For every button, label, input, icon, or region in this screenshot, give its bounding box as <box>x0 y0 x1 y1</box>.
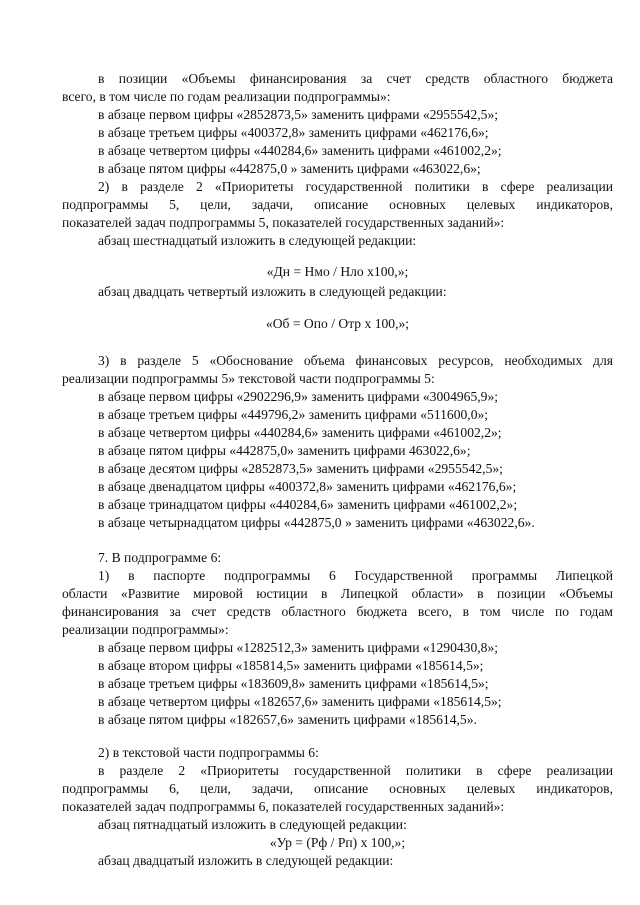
paragraph-line: подпрограммы 6, цели, задачи, описание основных целевых индикаторов, <box>62 781 613 796</box>
paragraph-line: реализации подпрограммы»: <box>62 622 229 637</box>
paragraph-line: в абзаце четвертом цифры «440284,6» заменить цифрами «461002,2»; <box>98 143 502 158</box>
paragraph-line: 2) в разделе 2 «Приоритеты государственной политики в сфере реализации <box>98 179 613 194</box>
paragraph-line: в абзаце четырнадцатом цифры «442875,0 » заменить цифрами «463022,6». <box>98 515 535 530</box>
paragraph-line: в абзаце первом цифры «2852873,5» заменить цифрами «2955542,5»; <box>98 107 499 122</box>
paragraph-line: в абзаце четвертом цифры «440284,6» заменить цифрами «461002,2»; <box>98 425 502 440</box>
formula: «Об = Опо / Отр х 100,»; <box>265 316 410 331</box>
paragraph-line: абзац пятнадцатый изложить в следующей редакции: <box>98 817 407 832</box>
paragraph-line: в абзаце четвертом цифры «182657,6» заменить цифрами «185614,5»; <box>98 694 502 709</box>
paragraph-line: подпрограммы 5, цели, задачи, описание основных целевых индикаторов, <box>62 197 613 212</box>
paragraph-line: в абзаце третьем цифры «449796,2» заменить цифрами «511600,0»; <box>98 407 489 422</box>
formula: «Ур = (Рф / Рп) х 100,»; <box>269 835 406 850</box>
paragraph-line: абзац шестнадцатый изложить в следующей редакции: <box>98 233 417 248</box>
paragraph-line: в абзаце первом цифры «2902296,9» заменить цифрами «3004965,9»; <box>98 389 499 404</box>
paragraph-line: 3) в разделе 5 «Обоснование объема финансовых ресурсов, необходимых для <box>98 353 613 368</box>
paragraph-line: финансирования за счет средств областного бюджета всего, в том числе по годам <box>62 604 613 619</box>
paragraph-line: в разделе 2 «Приоритеты государственной политики в сфере реализации <box>98 763 613 778</box>
paragraph-line: 2) в текстовой части подпрограммы 6: <box>98 745 319 760</box>
paragraph-line: в абзаце третьем цифры «183609,8» заменить цифрами «185614,5»; <box>98 676 489 691</box>
paragraph-line: области «Развитие мировой юстиции в Липецкой области» в позиции «Объемы <box>62 586 613 601</box>
paragraph-line: показателей задач подпрограммы 5, показателей государственных заданий»: <box>62 215 505 230</box>
paragraph-line: абзац двадцатый изложить в следующей редакции: <box>98 853 394 868</box>
paragraph-line: в абзаце пятом цифры «442875,0» заменить цифрами 463022,6»; <box>98 443 471 458</box>
paragraph-line: в позиции «Объемы финансирования за счет средств областного бюджета <box>98 71 613 86</box>
paragraph-line: абзац двадцать четвертый изложить в следующей редакции: <box>98 284 447 299</box>
section-heading: 7. В подпрограмме 6: <box>98 550 222 565</box>
formula: «Дн = Нмо / Нло х100,»; <box>266 264 409 279</box>
paragraph-line: в абзаце десятом цифры «2852873,5» заменить цифрами «2955542,5»; <box>98 461 503 476</box>
paragraph-line: всего, в том числе по годам реализации подпрограммы»: <box>62 89 391 104</box>
paragraph-line: в абзаце двенадцатом цифры «400372,8» заменить цифрами «462176,6»; <box>98 479 517 494</box>
paragraph-line: в абзаце третьем цифры «400372,8» заменить цифрами «462176,6»; <box>98 125 489 140</box>
paragraph-line: в абзаце пятом цифры «442875,0 » заменить цифрами «463022,6»; <box>98 161 481 176</box>
paragraph-line: показателей задач подпрограммы 6, показателей государственных заданий»: <box>62 799 505 814</box>
paragraph-line: в абзаце первом цифры «1282512,3» заменить цифрами «1290430,8»; <box>98 640 499 655</box>
paragraph-line: реализации подпрограммы 5» текстовой части подпрограммы 5: <box>62 371 435 386</box>
paragraph-line: в абзаце пятом цифры «182657,6» заменить цифрами «185614,5». <box>98 712 477 727</box>
paragraph-line: в абзаце тринадцатом цифры «440284,6» заменить цифрами «461002,2»; <box>98 497 518 512</box>
paragraph-line: в абзаце втором цифры «185814,5» заменить цифрами «185614,5»; <box>98 658 484 673</box>
paragraph-line: 1) в паспорте подпрограммы 6 Государственной программы Липецкой <box>98 568 613 583</box>
